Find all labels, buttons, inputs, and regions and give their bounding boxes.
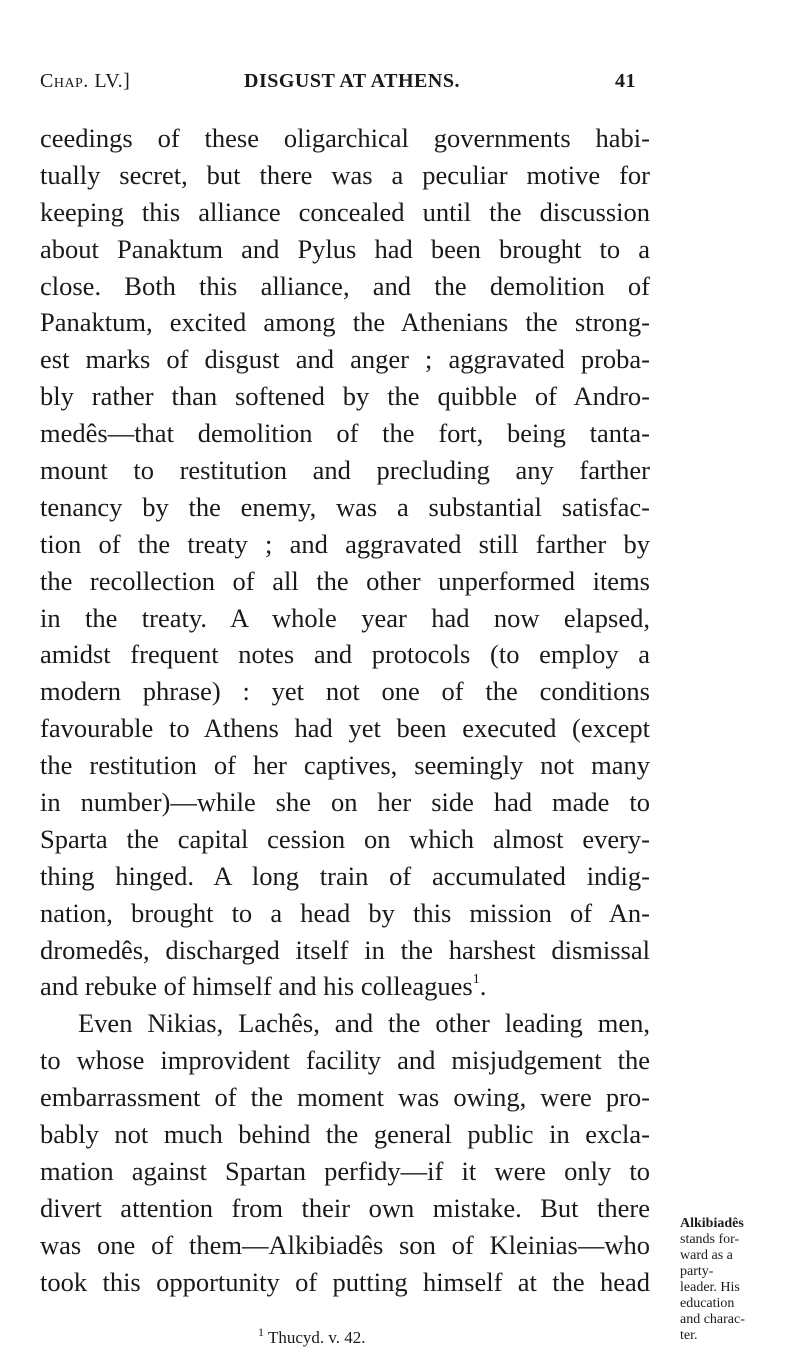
text-line: tenancy by the enemy, was a substantial satisfac- bbox=[40, 491, 650, 522]
text-line: medês—that demolition of the fort, being tanta- bbox=[40, 418, 650, 449]
text-line: bly rather than softened by the quibble of Andro- bbox=[40, 381, 650, 412]
text-line: tion of the treaty ; and aggravated still farther by bbox=[40, 528, 650, 559]
text-line: Sparta the capital cession on which almost every- bbox=[40, 823, 650, 854]
text-line: about Panaktum and Pylus had been brought to a bbox=[40, 233, 650, 264]
text-line: mount to restitution and precluding any farther bbox=[40, 455, 650, 486]
text-line: modern phrase) : yet not one of the conditions bbox=[40, 676, 650, 707]
text-line: took this opportunity of putting himself at the head bbox=[40, 1266, 650, 1297]
text-line: in number)—while she on her side had made to bbox=[40, 787, 650, 818]
text-line: divert attention from their own mistake. But there bbox=[40, 1192, 650, 1223]
text-line: to whose improvident facility and misjudgement the bbox=[40, 1045, 650, 1076]
marginal-note-line: leader. His bbox=[680, 1280, 740, 1295]
text-line: was one of them—Alkibiadês son of Kleinias—who bbox=[40, 1229, 650, 1260]
text-line: keeping this alliance concealed until the discussion bbox=[40, 196, 650, 227]
text-line: est marks of disgust and anger ; aggravated proba- bbox=[40, 344, 650, 375]
marginal-note-line: Alkibiadês bbox=[680, 1216, 744, 1231]
footnote-reference: 1 bbox=[472, 972, 480, 988]
chapter-label: Chap. LV.] bbox=[40, 70, 131, 92]
text-line: Panaktum, excited among the Athenians the strong- bbox=[40, 307, 650, 338]
marginal-note-line: ward as a bbox=[680, 1248, 733, 1263]
text-line: thing hinged. A long train of accumulated indig- bbox=[40, 860, 650, 891]
marginal-note-line: ter. bbox=[680, 1328, 698, 1343]
text-line: ceedings of these oligarchical governments habi- bbox=[40, 123, 650, 153]
sentence-period: . bbox=[479, 971, 487, 1002]
text-line-paragraph-end bbox=[40, 968, 650, 1005]
marginal-note-line: party- bbox=[680, 1264, 714, 1279]
marginal-note bbox=[680, 1216, 780, 1344]
text-line: in the treaty. A whole year had now elapsed, bbox=[40, 602, 650, 633]
text-line: the recollection of all the other unperformed items bbox=[40, 565, 650, 596]
marginal-note-line: education bbox=[680, 1296, 735, 1311]
marginal-note-line: stands for- bbox=[680, 1232, 740, 1247]
text-line-paragraph-start: Even Nikias, Lachês, and the other leading men, bbox=[78, 1008, 650, 1039]
text-line: tually secret, but there was a peculiar motive for bbox=[40, 159, 650, 190]
page-number: 41 bbox=[615, 70, 636, 92]
text-line: close. Both this alliance, and the demolition of bbox=[40, 270, 650, 301]
running-title: DISGUST AT ATHENS. bbox=[244, 70, 460, 92]
text-line: dromedês, discharged itself in the harshest dismissal bbox=[40, 934, 650, 965]
text-line: mation against Spartan perfidy—if it were only to bbox=[40, 1155, 650, 1186]
text-line: bably not much behind the general public in excla- bbox=[40, 1119, 650, 1150]
text-line: amidst frequent notes and protocols (to employ a bbox=[40, 639, 650, 670]
text-line: nation, brought to a head by this mission of An- bbox=[40, 897, 650, 928]
text-line: the restitution of her captives, seemingly not many bbox=[40, 750, 650, 781]
footnote bbox=[258, 1325, 366, 1348]
text-line: favourable to Athens had yet been executed (except bbox=[40, 713, 650, 744]
marginal-note-line: and charac- bbox=[680, 1312, 745, 1327]
body-text bbox=[40, 120, 650, 1301]
footnote-text: Thucyd. v. 42. bbox=[267, 1328, 366, 1347]
text-line-content: and rebuke of himself and his colleagues bbox=[40, 971, 473, 1002]
footnote-marker: 1 bbox=[258, 1325, 264, 1339]
running-header bbox=[40, 70, 636, 98]
text-line: embarrassment of the moment was owing, were pro- bbox=[40, 1082, 650, 1113]
